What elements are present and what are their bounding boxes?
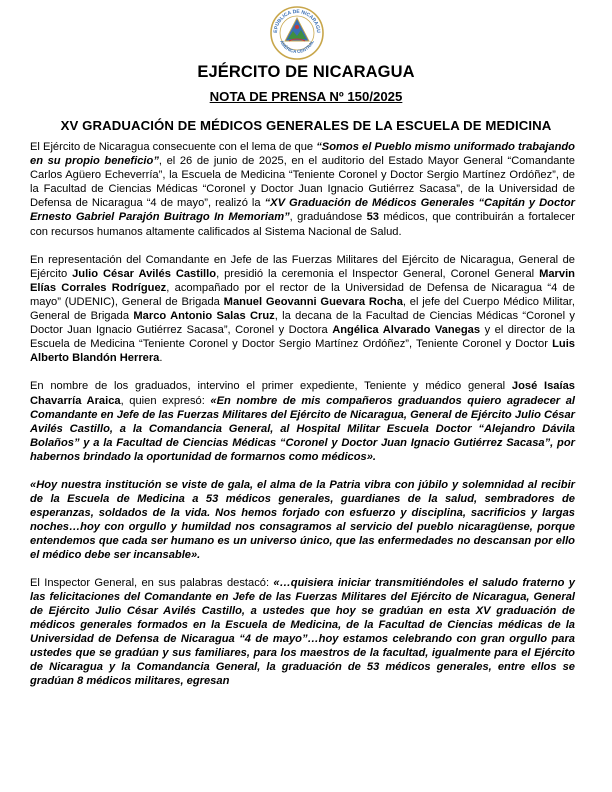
organization-title: EJÉRCITO DE NICARAGUA — [197, 63, 415, 81]
text-segment: Luis Alberto Blandón Herrera — [30, 338, 575, 365]
text-segment: , graduándose — [289, 211, 367, 224]
text-segment: , el 26 de junio de 2025, en el auditorio del Estado Mayor General “Comandante Carlos Agüero Echeverría”, la Escuela de Medicina “Teniente Coronel y Doctor Sergio Martínez Ordóñez”, de la Facultad de Ciencias Médicas “Coronel y Doctor Juan Ignacio Gutiérrez Sacasa”, de la Universidad de Defensa de Nicaragua “4 de mayo”, realizó la — [30, 155, 575, 210]
text-segment: Angélica Alvarado Vanegas — [332, 324, 481, 337]
headline: XV GRADUACIÓN DE MÉDICOS GENERALES DE LA ESCUELA DE MEDICINA — [60, 118, 552, 133]
press-release-number: NOTA DE PRENSA Nº 150/2025 — [209, 89, 403, 104]
text-segment: médicos, que contribuirán a fortalecer con recursos humanos altamente calificados al Sistema Nacional de Salud. — [30, 211, 575, 238]
text-segment: Marvin Elías Corrales Rodríguez — [30, 267, 575, 294]
text-segment: , la decana de la Facultad de Ciencias Médicas “Coronel y Doctor Juan Ignacio Gutiérrez Sacasa”, Coronel y Doctora — [30, 310, 575, 337]
text-segment: 53 — [366, 211, 379, 224]
national-coat-of-arms-emblem — [269, 5, 325, 61]
text-segment: , presidió la ceremonia el Inspector General, Coronel General — [216, 267, 540, 280]
text-segment: Julio César Avilés Castillo — [72, 267, 217, 280]
text-segment: «Hoy nuestra institución se viste de gala, el alma de la Patria vibra con júbilo y solemnidad al recibir de la Escuela de Medicina a 53 médicos generales, guardianes de la salud, sembradores de esperanzas, soldados de la vida. Nos hemos forjado con esfuerzo y disciplina, sacrificios y largas noches…hoy con orgullo y humildad nos consagramos al servicio del pueblo nicaragüense, porque entendemos que cada ser humano es un universo único, que las enfermedades no descansan por ello el médico debe ser incansable». — [30, 478, 575, 562]
paragraph — [30, 478, 575, 563]
paragraph — [30, 576, 575, 689]
text-segment: “XV Graduación de Médicos Generales “Capitán y Doctor Ernesto Gabriel Parajón Buitrago In Memoriam” — [30, 197, 576, 224]
press-release-body — [30, 140, 575, 702]
text-segment: «En nombre de mis compañeros graduandos quiero agradecer al Comandante en Jefe de las Fuerzas Militares del Ejército de Nicaragua, General de Ejército Julio César Avilés Castillo, a la Comandancia General, al Hospital Militar Escuela Doctor “Alejandro Dávila Bolaños” y a la Facultad de Ciencias Médicas “Coronel y Doctor Juan Ignacio Gutiérrez Sacasa”, por habernos brindado la oportunidad de formarnos como médicos». — [30, 394, 575, 463]
svg-text:AMÉRICA CENTRAL — [279, 39, 315, 54]
paragraph — [30, 253, 575, 366]
paragraph — [30, 140, 575, 239]
text-segment: , quien expresó: — [120, 394, 211, 407]
text-segment: , acompañado por el rector de la Universidad de Defensa de Nicaragua “4 de mayo” (UDENIC), General de Brigada — [30, 281, 576, 308]
text-segment: Manuel Geovanni Guevara Rocha — [223, 295, 403, 308]
text-segment: En nombre de los graduados, intervino el primer expediente, Teniente y médico general — [30, 380, 512, 393]
text-segment: . — [159, 352, 163, 365]
text-segment: José Isaías Chavarría Araica — [30, 380, 575, 407]
text-segment: y el director de la Escuela de Medicina “Teniente Coronel y Doctor Sergio Martínez Ordóñez”, Teniente Coronel y Doctor — [30, 324, 575, 351]
text-segment: , el jefe del Cuerpo Médico Militar, General de Brigada — [30, 295, 575, 323]
text-segment: En representación del Comandante en Jefe de las Fuerzas Militares del Ejército de Nicaragua, General de Ejército — [30, 253, 575, 280]
text-segment: Marco Antonio Salas Cruz — [133, 310, 275, 323]
paragraph — [30, 379, 575, 464]
emblem-arc-bottom-text: AMÉRICA CENTRAL — [279, 39, 315, 55]
text-segment: «…quisiera iniciar transmitiéndoles el saludo fraterno y las felicitaciones del Comandante en Jefe de las Fuerzas Militares del Ejército de Nicaragua, General de Ejército Julio César Avilés Castillo, a ustedes que hoy se gradúan en esta XV graduación de médicos generales formados en la Escuela de Medicina, de la Facultad de Ciencias médicas de la Universidad de Defensa de Nicaragua “4 de mayo”…hoy estamos celebrando con gran orgullo para ustedes que se gradúan y sus familiares, para los maestros de la facultad, igualmente para el Ejército de Nicaragua y la Comandancia General, la graduación de 53 médicos generales, entre ellos se gradúan 8 médicos militares, egresan — [30, 576, 575, 688]
text-segment: El Ejército de Nicaragua consecuente con el lema de que — [30, 141, 317, 153]
text-segment: “Somos el Pueblo mismo uniformado trabajando en su propio beneficio” — [30, 141, 575, 168]
text-segment: El Inspector General, en sus palabras destacó: — [30, 576, 274, 589]
emblem-arc-top-text: EPÚBLICA DE NICARAGU — [272, 8, 322, 34]
